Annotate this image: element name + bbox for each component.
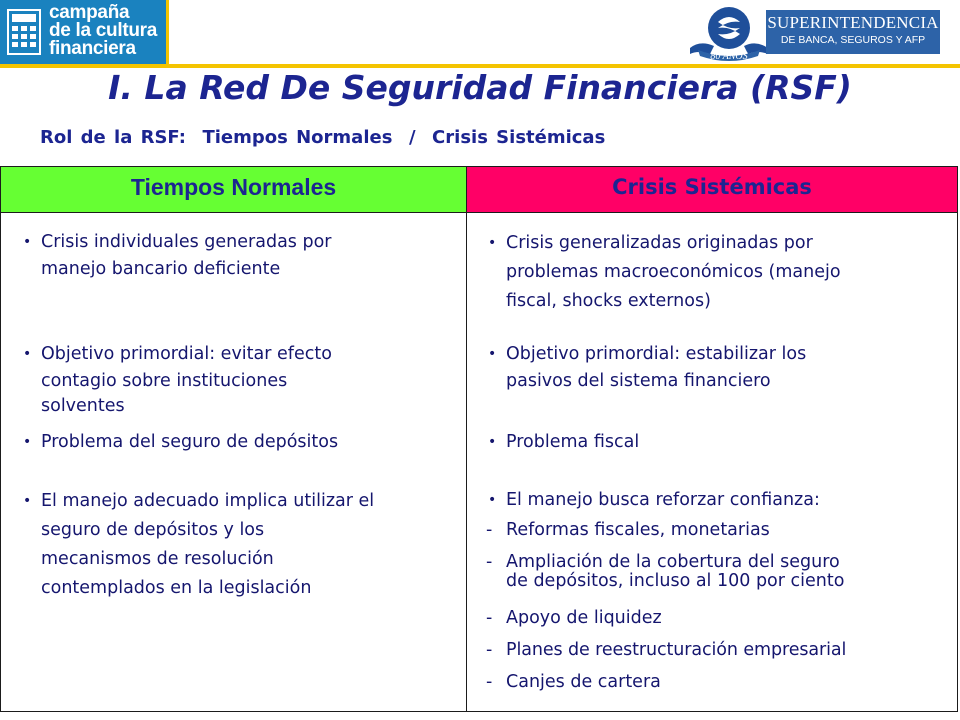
dash-marker: -: [486, 608, 493, 628]
header-band: [0, 0, 960, 66]
right-subitem-2: [486, 552, 951, 591]
item-line: pasivos del sistema financiero: [506, 371, 771, 391]
bullet-icon: •: [23, 346, 32, 362]
bullet-icon: •: [488, 235, 497, 251]
right-item-4: [488, 487, 951, 514]
seal-icon: [686, 4, 772, 62]
comparison-table: [0, 166, 958, 712]
dash-marker: -: [486, 520, 493, 540]
seal-text: 80 AÑOS: [710, 51, 748, 62]
item-line: Planes de reestructuración empresarial: [506, 640, 847, 660]
campaign-logo: [0, 0, 166, 64]
item-line: Reformas fiscales, monetarias: [506, 520, 770, 540]
item-line: fiscal, shocks externos): [506, 291, 711, 311]
bullet-icon: •: [23, 234, 32, 250]
campaign-line: de la cultura: [49, 20, 158, 41]
dash-marker: -: [486, 672, 493, 692]
column-divider: [466, 213, 467, 711]
logo-title: SUPERINTENDENCIA: [767, 13, 939, 32]
right-column-header: Crisis Sistémicas: [467, 167, 957, 213]
item-line: seguro de depósitos y los: [41, 520, 265, 540]
right-subitem-1: [486, 517, 951, 544]
item-line: Apoyo de liquidez: [506, 608, 662, 628]
item-line: solventes: [41, 396, 125, 416]
item-line: problemas macroeconómicos (manejo: [506, 262, 841, 282]
item-line: El manejo busca reforzar confianza:: [506, 490, 820, 510]
campaign-line: financiera: [49, 38, 136, 59]
campaign-separator: [166, 0, 169, 64]
item-line: Crisis individuales generadas por: [41, 232, 332, 252]
dash-marker: -: [486, 640, 493, 660]
page-subtitle: Rol de la RSF: Tiempos Normales / Crisis Sistémicas: [40, 127, 606, 148]
item-line: contemplados en la legislación: [41, 578, 312, 598]
item-line: mecanismos de resolución: [41, 549, 274, 569]
left-item-3: [23, 429, 461, 456]
dash-marker: -: [486, 552, 493, 572]
right-item-1: [488, 229, 951, 316]
item-line: Problema fiscal: [506, 432, 640, 452]
campaign-line: campaña: [49, 2, 130, 23]
left-column-header: Tiempos Normales: [1, 167, 467, 213]
item-line: El manejo adecuado implica utilizar el: [41, 491, 375, 511]
right-item-2: [488, 341, 951, 395]
item-line: contagio sobre instituciones: [41, 371, 288, 391]
item-line: Objetivo primordial: estabilizar los: [506, 344, 807, 364]
grid-logo-icon: [7, 9, 41, 55]
item-line: de depósitos, incluso al 100 por ciento: [506, 571, 845, 591]
bullet-icon: •: [23, 434, 32, 450]
right-subitem-4: [486, 637, 956, 664]
item-line: Crisis generalizadas originadas por: [506, 233, 813, 253]
item-line: Problema del seguro de depósitos: [41, 432, 339, 452]
superintendencia-box: [766, 10, 940, 54]
logo-subtitle: DE BANCA, SEGUROS Y AFP: [780, 34, 926, 46]
bullet-icon: •: [488, 492, 497, 508]
campaign-text: [49, 4, 167, 58]
page-title: I. La Red De Seguridad Financiera (RSF): [108, 68, 852, 107]
bullet-icon: •: [23, 493, 32, 509]
right-subitem-5: [486, 669, 951, 696]
left-item-2: [23, 341, 461, 418]
left-item-1: [23, 229, 461, 283]
right-item-3: [488, 429, 951, 456]
bullet-icon: •: [488, 434, 497, 450]
item-line: manejo bancario deficiente: [41, 259, 281, 279]
item-line: Objetivo primordial: evitar efecto: [41, 344, 332, 364]
item-line: Ampliación de la cobertura del seguro: [506, 552, 840, 572]
item-line: Canjes de cartera: [506, 672, 661, 692]
right-subitem-3: [486, 605, 951, 632]
bullet-icon: •: [488, 346, 497, 362]
sbs-logo: [686, 4, 956, 62]
left-item-4: [23, 487, 465, 603]
